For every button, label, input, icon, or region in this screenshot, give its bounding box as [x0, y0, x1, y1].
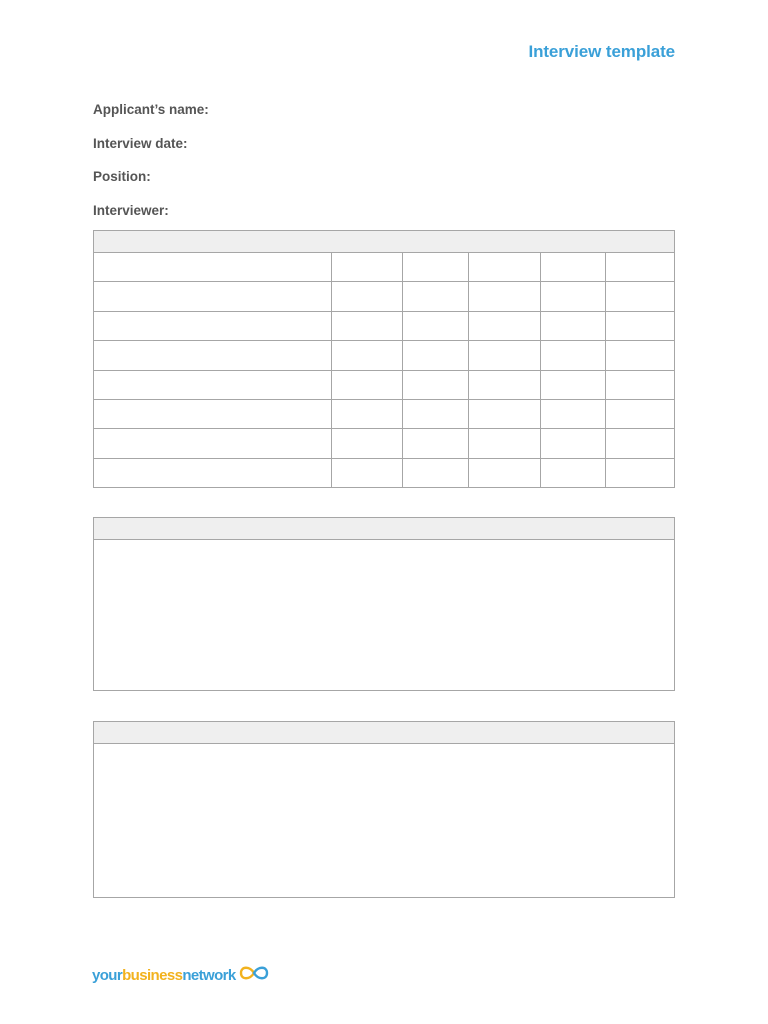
- rating-cell[interactable]: [605, 253, 674, 282]
- rating-cell[interactable]: [540, 253, 605, 282]
- rating-cell[interactable]: [402, 311, 468, 340]
- criteria-cell[interactable]: [94, 458, 331, 487]
- position-label: Position:: [93, 169, 151, 184]
- notes-section-1-body[interactable]: [94, 540, 674, 690]
- rating-cell[interactable]: [468, 399, 540, 428]
- rating-cell[interactable]: [540, 311, 605, 340]
- rating-cell[interactable]: [605, 311, 674, 340]
- criteria-cell[interactable]: [94, 399, 331, 428]
- rating-cell[interactable]: [331, 458, 402, 487]
- notes-section-1-header: [94, 518, 674, 540]
- company-logo: [92, 960, 271, 990]
- notes-section-1: [93, 517, 675, 691]
- table-row: [94, 282, 674, 311]
- rating-cell[interactable]: [402, 429, 468, 458]
- rating-cell[interactable]: [331, 253, 402, 282]
- rating-table-header: [94, 231, 674, 253]
- criteria-cell[interactable]: [94, 341, 331, 370]
- table-row: [94, 253, 674, 282]
- infinity-icon: [237, 962, 271, 984]
- rating-cell[interactable]: [540, 399, 605, 428]
- rating-cell[interactable]: [402, 282, 468, 311]
- rating-cell[interactable]: [540, 429, 605, 458]
- rating-cell[interactable]: [540, 341, 605, 370]
- rating-cell[interactable]: [605, 341, 674, 370]
- logo-text-your: your: [92, 966, 123, 984]
- rating-cell[interactable]: [540, 370, 605, 399]
- rating-cell[interactable]: [331, 429, 402, 458]
- criteria-cell[interactable]: [94, 311, 331, 340]
- rating-cell[interactable]: [605, 282, 674, 311]
- applicant-name-label: Applicant’s name:: [93, 102, 209, 117]
- rating-cell[interactable]: [402, 458, 468, 487]
- table-row: [94, 341, 674, 370]
- rating-cell[interactable]: [331, 282, 402, 311]
- criteria-cell[interactable]: [94, 253, 331, 282]
- table-row: [94, 458, 674, 487]
- rating-cell[interactable]: [540, 282, 605, 311]
- notes-section-2-body[interactable]: [94, 744, 674, 897]
- rating-cell[interactable]: [331, 341, 402, 370]
- rating-cell[interactable]: [402, 370, 468, 399]
- rating-cell[interactable]: [468, 429, 540, 458]
- table-row: [94, 370, 674, 399]
- table-row: [94, 399, 674, 428]
- rating-cell[interactable]: [605, 370, 674, 399]
- rating-cell[interactable]: [468, 311, 540, 340]
- table-row: [94, 311, 674, 340]
- criteria-cell[interactable]: [94, 282, 331, 311]
- rating-cell[interactable]: [402, 399, 468, 428]
- interviewer-label: Interviewer:: [93, 203, 169, 218]
- rating-cell[interactable]: [605, 399, 674, 428]
- rating-cell[interactable]: [540, 458, 605, 487]
- rating-cell[interactable]: [605, 458, 674, 487]
- interview-date-label: Interview date:: [93, 136, 188, 151]
- table-row: [94, 429, 674, 458]
- rating-cell[interactable]: [468, 370, 540, 399]
- rating-cell[interactable]: [402, 253, 468, 282]
- rating-cell[interactable]: [331, 311, 402, 340]
- rating-cell[interactable]: [468, 253, 540, 282]
- rating-cell[interactable]: [402, 341, 468, 370]
- rating-cell[interactable]: [468, 341, 540, 370]
- rating-table: [93, 230, 675, 488]
- rating-cell[interactable]: [331, 399, 402, 428]
- logo-text-business: business: [122, 966, 183, 984]
- logo-wordmark: [92, 967, 236, 984]
- criteria-cell[interactable]: [94, 429, 331, 458]
- rating-cell[interactable]: [605, 429, 674, 458]
- notes-section-2: [93, 721, 675, 898]
- logo-text-network: network: [182, 966, 236, 984]
- rating-cell[interactable]: [331, 370, 402, 399]
- rating-cell[interactable]: [468, 458, 540, 487]
- document-title: Interview template: [528, 42, 675, 61]
- rating-cell[interactable]: [468, 282, 540, 311]
- rating-grid: [94, 253, 674, 487]
- criteria-cell[interactable]: [94, 370, 331, 399]
- notes-section-2-header: [94, 722, 674, 744]
